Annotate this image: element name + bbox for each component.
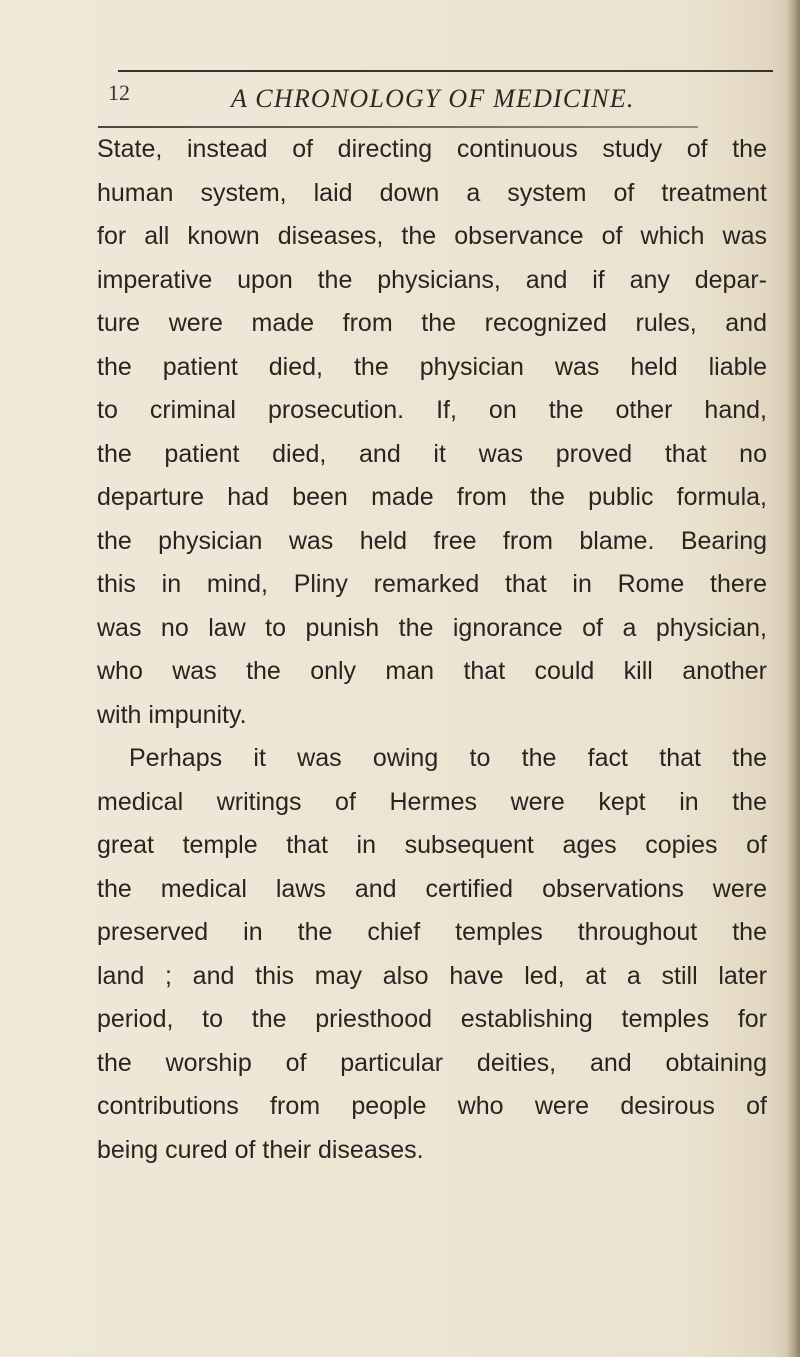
text-line: preserved in the chief temples throughout the <box>97 918 767 946</box>
text-line: human system, laid down a system of treatment <box>97 178 767 207</box>
text-line: this in mind, Pliny remarked that in Rome there <box>97 570 767 598</box>
text-line: ture were made from the recognized rules, and <box>97 309 767 337</box>
text-line: period, to the priesthood establishing temples for <box>97 1005 767 1033</box>
header-rule-top <box>118 70 773 72</box>
text-line: Perhaps it was owing to the fact that the <box>129 744 767 772</box>
page-header <box>98 70 778 130</box>
text-line: who was the only man that could kill another <box>97 657 767 685</box>
page-number: 12 <box>108 80 130 105</box>
text-line: the physician was held free from blame. Bearing <box>97 526 767 555</box>
text-line: the patient died, and it was proved that no <box>97 439 767 468</box>
text-line: being cured of their diseases. <box>97 1135 424 1164</box>
text-line: departure had been made from the public formula, <box>97 483 767 511</box>
text-line: the medical laws and certified observations were <box>97 874 767 903</box>
running-head: A CHRONOLOGY OF MEDICINE. <box>231 84 635 113</box>
text-line: to criminal prosecution. If, on the other hand, <box>97 396 767 424</box>
page-edge-shadow <box>786 0 800 1357</box>
body-text <box>97 128 767 1172</box>
text-line: the patient died, the physician was held liable <box>97 352 767 381</box>
text-line: great temple that in subsequent ages copies of <box>97 831 767 859</box>
text-line: for all known diseases, the observance of which was <box>97 222 767 250</box>
text-line: State, instead of directing continuous study of the <box>97 135 767 163</box>
text-line: medical writings of Hermes were kept in the <box>97 787 767 816</box>
text-line: was no law to punish the ignorance of a physician, <box>97 613 767 642</box>
text-line: imperative upon the physicians, and if any depar- <box>97 265 767 294</box>
text-line: land ; and this may also have led, at a still later <box>97 961 767 990</box>
text-line: the worship of particular deities, and obtaining <box>97 1048 767 1077</box>
text-line: with impunity. <box>97 700 247 729</box>
text-line: contributions from people who were desirous of <box>97 1092 767 1120</box>
